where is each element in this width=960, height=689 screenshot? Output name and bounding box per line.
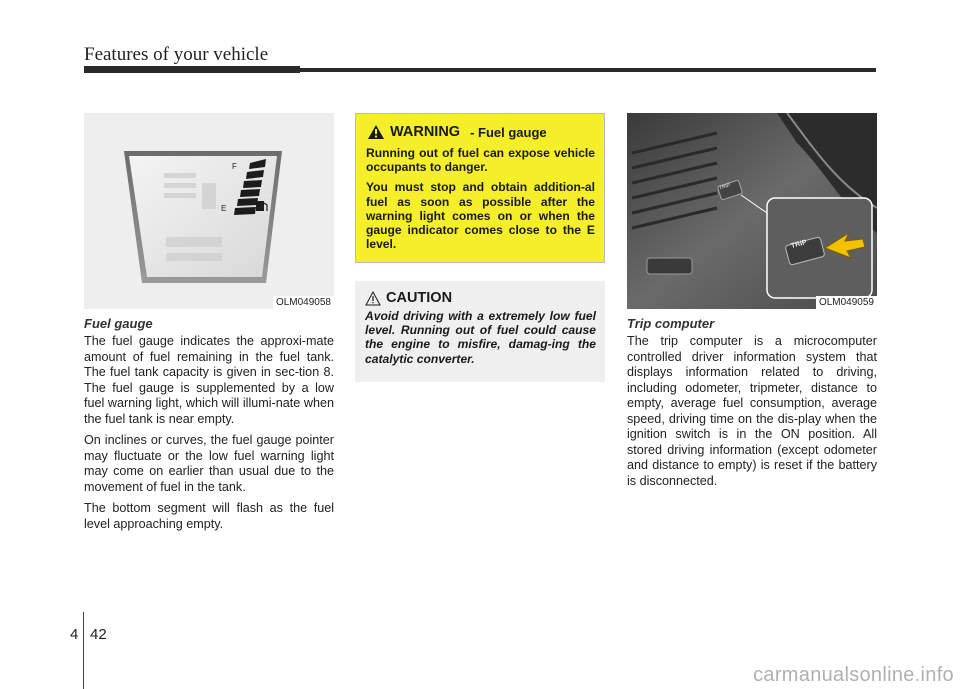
caution-icon [365, 291, 381, 306]
trip-button-label: TRIP [718, 182, 732, 192]
caution-text: Avoid driving with a extremely low fuel level. Running out of fuel could cause the engine to misfire, damag-ing the catalytic converter. [365, 309, 596, 366]
warning-paragraph: Running out of fuel can expose vehicle occupants to danger. [366, 146, 595, 175]
warning-title [368, 124, 595, 140]
header-rule-accent [84, 66, 300, 73]
trip-button-inset-label: TRIP [790, 239, 808, 250]
warning-paragraph: You must stop and obtain addition-al fuel as soon as possible after the warning light comes on or when the gauge indicator comes close to the E level. [366, 180, 595, 252]
fuel-gauge-illustration [84, 113, 334, 309]
caution-label: CAUTION [386, 290, 453, 306]
trip-computer-body [627, 334, 877, 495]
warning-icon [368, 125, 384, 139]
figure-label: OLM049058 [273, 296, 334, 309]
page-header-title: Features of your vehicle [84, 44, 269, 65]
trip-computer-heading: Trip computer [627, 316, 715, 331]
caution-box [355, 281, 605, 382]
paragraph: The trip computer is a microcomputer controlled driver information system that displays information related to driving, including odometer, tripmeter, distance to empty, average fuel consumption, average speed, driving time on the dis-play when the ignition switch is in the ON position. All stored driving information (except odometer and distance to empty) is reset if the battery is disconnected. [627, 334, 877, 488]
warning-box [355, 113, 605, 263]
paragraph: The bottom segment will flash as the fuel level approaching empty. [84, 501, 334, 531]
gauge-empty-label: E [221, 204, 227, 213]
paragraph: On inclines or curves, the fuel gauge pointer may fluctuate or the low fuel warning light may come on earlier than usual due to the movement of fuel in the tank. [84, 433, 334, 494]
fuel-gauge-body [84, 334, 334, 538]
trip-button-figure [627, 113, 877, 309]
dashboard-illustration [627, 113, 877, 309]
watermark: carmanualsonline.info [753, 664, 954, 686]
fuel-gauge-figure [84, 113, 334, 309]
chapter-number: 4 [70, 626, 79, 643]
figure-label: OLM049059 [816, 296, 877, 309]
warning-label: WARNING [390, 124, 461, 140]
page-divider [83, 612, 84, 689]
caution-title [365, 290, 596, 306]
warning-subtitle: - Fuel gauge [470, 124, 547, 140]
page-number: 42 [90, 626, 107, 643]
paragraph: The fuel gauge indicates the approxi-mate amount of fuel remaining in the fuel tank. The fuel tank capacity is given in sec-tion 8. The fuel gauge is supplemented by a low fuel warning light, which will illumi-nate when the fuel tank is near empty. [84, 334, 334, 426]
gauge-full-label: F [232, 162, 237, 171]
fuel-gauge-heading: Fuel gauge [84, 316, 153, 331]
